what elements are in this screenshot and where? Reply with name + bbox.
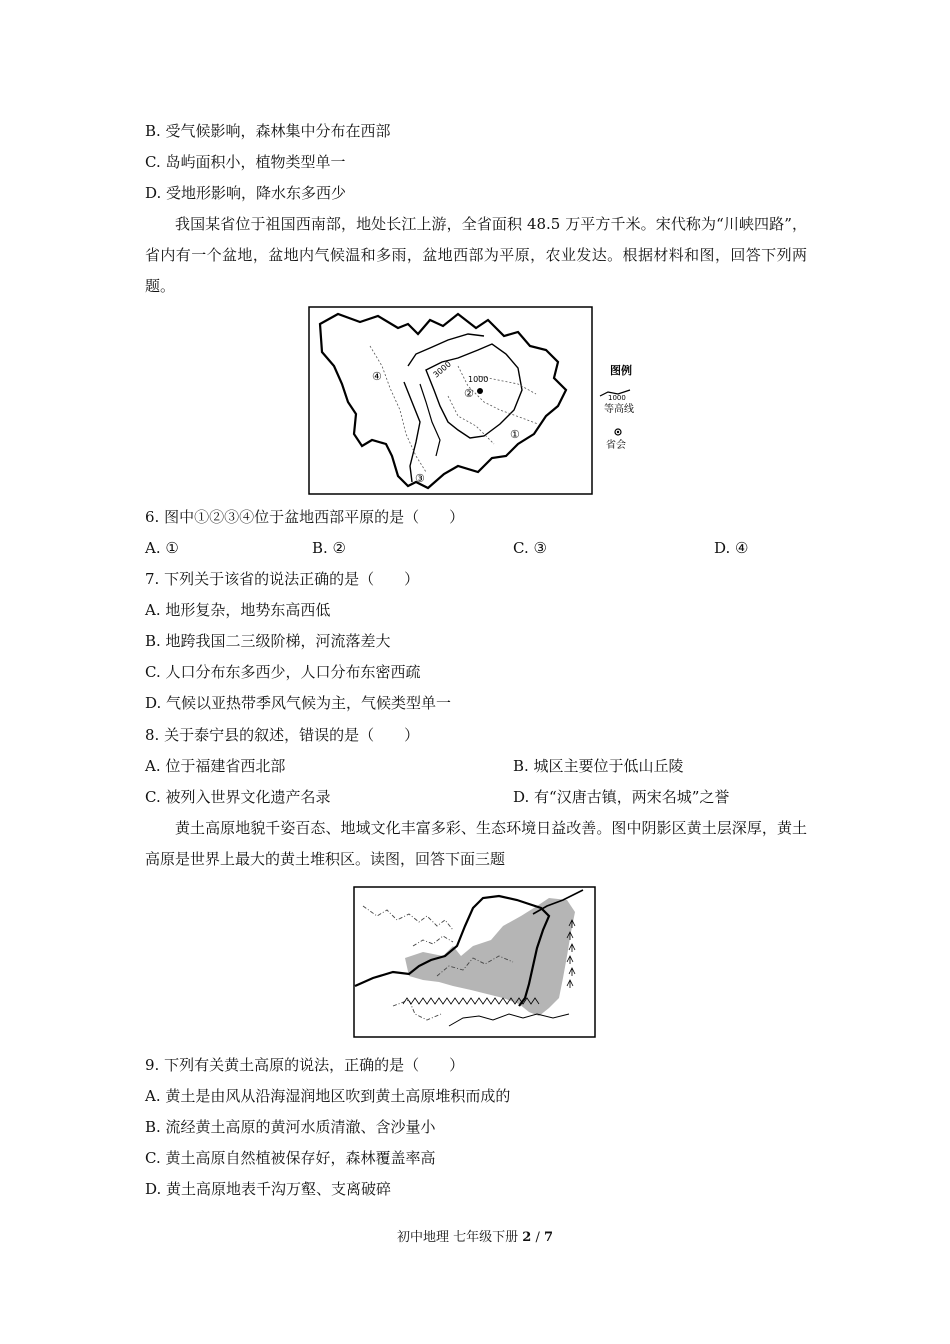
q7-option-b: B. 地跨我国二三级阶梯，河流落差大	[145, 632, 391, 650]
marker-3: ③	[415, 472, 425, 485]
q6-option-b: B. ②	[312, 539, 347, 557]
q7-option-a: A. 地形复杂，地势东高西低	[145, 601, 331, 619]
footer-separator: /	[535, 1230, 540, 1245]
province-map-figure	[308, 306, 648, 500]
q6-option-a: A. ①	[145, 539, 179, 557]
question-7-stem: 7. 下列关于该省的说法正确的是（ ）	[145, 570, 420, 588]
footer-page-total: 7	[543, 1230, 554, 1245]
q8-option-a: A. 位于福建省西北部	[145, 757, 286, 775]
page-footer	[0, 1229, 950, 1247]
question-9-stem: 9. 下列有关黄土高原的说法，正确的是（ ）	[145, 1056, 465, 1074]
legend-contour-value: 1000	[608, 394, 626, 402]
q8-option-b: B. 城区主要位于低山丘陵	[513, 757, 684, 775]
passage-loess: 黄土高原地貌千姿百态、地域文化丰富多彩、生态环境日益改善。图中阴影区黄土层深厚，黄土高原是世界上最大的黄土堆积区。读图，回答下面三题	[145, 819, 807, 868]
question-8-stem: 8. 关于泰宁县的叙述，错误的是（ ）	[145, 726, 420, 744]
q7-option-c: C. 人口分布东多西少，人口分布东密西疏	[145, 663, 421, 681]
q9-option-b: B. 流经黄土高原的黄河水质清澈、含沙量小	[145, 1118, 436, 1136]
option-prev-c: C. 岛屿面积小，植物类型单一	[145, 153, 346, 171]
q6-option-c: C. ③	[513, 539, 547, 557]
capital-dot	[477, 388, 483, 394]
province-map	[308, 306, 648, 496]
legend-title: 图例	[610, 364, 632, 377]
q9-option-c: C. 黄土高原自然植被保存好，森林覆盖率高	[145, 1149, 436, 1167]
q7-option-d: D. 气候以亚热带季风气候为主，气候类型单一	[145, 694, 452, 712]
footer-page-number: 2	[522, 1230, 532, 1245]
option-prev-d: D. 受地形影响，降水东多西少	[145, 184, 347, 202]
marker-2: ②	[464, 387, 474, 400]
q9-option-a: A. 黄土是由风从沿海湿润地区吹到黄土高原堆积而成的	[145, 1087, 511, 1105]
q8-option-d: D. 有“汉唐古镇，两宋名城”之誉	[513, 788, 730, 806]
loess-map-figure	[353, 886, 596, 1042]
marker-4: ④	[372, 370, 382, 383]
marker-1: ①	[510, 428, 520, 441]
passage-province: 我国某省位于祖国西南部，地处长江上游，全省面积 48.5 万平方千米。宋代称为“川峡四路”，省内有一个盆地，盆地内气候温和多雨，盆地西部为平原，农业发达。根据材料和图，回答下列两题。	[145, 215, 807, 295]
loess-map	[353, 886, 596, 1038]
q9-option-d: D. 黄土高原地表千沟万壑、支离破碎	[145, 1180, 392, 1198]
q8-option-c: C. 被列入世界文化遗产名录	[145, 788, 331, 806]
legend-capital-label: 省会	[606, 440, 626, 451]
option-prev-b: B. 受气候影响，森林集中分布在西部	[145, 122, 391, 140]
q6-option-d: D. ④	[714, 539, 749, 557]
contour-label-1000: 1000	[468, 375, 489, 384]
question-6-stem: 6. 图中①②③④位于盆地西部平原的是（ ）	[145, 508, 465, 526]
contour-label-3000: 3000	[431, 359, 453, 380]
legend-contour-label: 等高线	[604, 404, 634, 415]
footer-subject: 初中地理 七年级下册	[396, 1230, 519, 1245]
